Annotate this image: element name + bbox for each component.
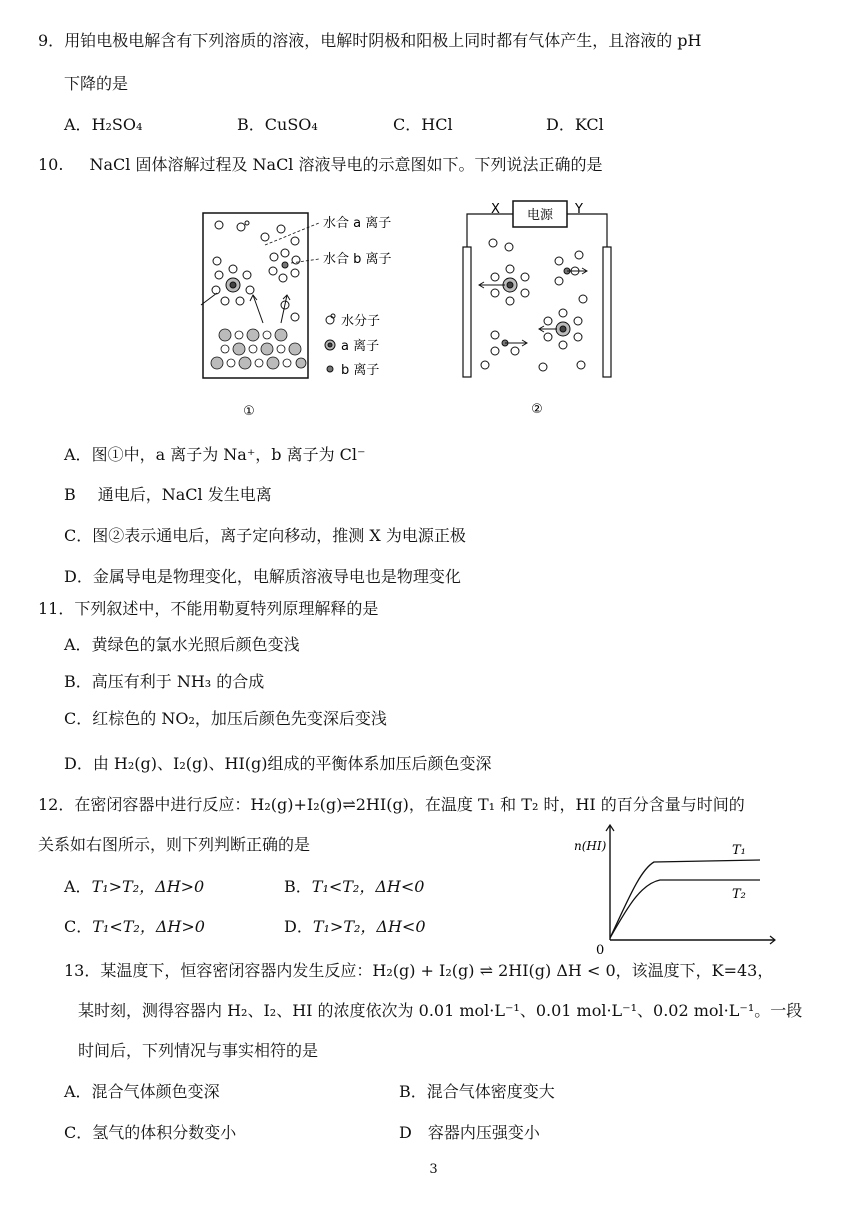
q9-option-b-text: CuSO₄ [264,115,318,134]
q11-option-b [64,671,264,693]
q13-stem-line3: 时间后，下列情况与事实相符的是 [78,1041,319,1060]
dissolution-arrows [201,293,290,323]
q13-option-a-label: A． [64,1082,92,1101]
q9-option-d [546,114,604,136]
page-number: 3 [429,1162,438,1177]
q10-stem-text: NaCl 固体溶解过程及 NaCl 溶液导电的示意图如下。下列说法正确的是 [89,155,603,174]
terminal-x-label: X [491,202,500,217]
power-source-label: 电源 [526,208,554,223]
q13-option-b-label: B． [399,1082,427,1101]
figure-1-caption: ① [243,404,255,419]
q11-option-d-text: 由 H₂(g)、I₂(g)、HI(g)组成的平衡体系加压后颜色变深 [92,754,492,773]
q13-option-d [399,1122,540,1144]
q10-option-c-text: 图②表示通电后，离子定向移动，推测 X 为电源正极 [92,526,466,545]
q12-option-b-text: T₁<T₂，ΔH<0 [311,877,425,896]
legend-symbols [325,314,335,372]
q9-option-d-text: KCl [574,115,604,134]
q10-option-d-label: D． [64,567,93,586]
q12-number: 12． [38,795,75,814]
q12-option-b [284,876,424,898]
q12-option-d-label: D． [284,917,313,936]
electrode-right [603,247,611,377]
q13-option-c-label: C． [64,1123,93,1142]
q9-option-c [393,114,453,136]
q13-option-a [64,1081,220,1103]
q9-option-c-text: HCl [421,115,453,134]
figure-2-caption: ② [531,402,543,417]
q12-stem-text-1: 在密闭容器中进行反应：H₂(g)+I₂(g)⇌2HI(g)，在温度 T₁ 和 T₂ 时，HI 的百分含量与时间的 [74,795,745,814]
q10-figure-2 [455,195,625,423]
q12-option-a-label: A． [64,877,92,896]
migration-arrows [479,268,587,346]
q9-option-b-label: B． [237,115,265,134]
crystal-lattice [211,329,306,369]
hydrated-b-ion [269,249,300,282]
q11-option-a-text: 黄绿色的氯水光照后颜色变浅 [91,635,300,654]
q9-option-a-text: H₂SO₄ [91,115,143,134]
legend-water-label: 水分子 [341,314,381,329]
q10-option-a [64,444,365,466]
q10-option-a-label: A． [64,445,92,464]
q10-option-a-text: 图①中，a 离子为 Na⁺，b 离子为 Cl⁻ [91,445,366,464]
q10-option-c [64,525,466,547]
solution-ions [481,239,587,371]
electrode-left [463,247,471,377]
q12-option-a [64,876,204,898]
q12-stem-line2: 关系如右图所示，则下列判断正确的是 [38,835,311,854]
q13-option-a-text: 混合气体颜色变深 [91,1082,220,1101]
wire-right [567,214,607,247]
q10-option-b-text: 通电后，NaCl 发生电离 [97,485,272,504]
q10-figure-1 [195,205,435,425]
q11-number: 11． [38,599,75,618]
q9-option-a-label: A． [64,115,92,134]
q13-option-d-text: 容器内压强变小 [427,1123,540,1142]
q11-stem [38,598,378,620]
q10-option-c-label: C． [64,526,93,545]
q13-option-c-text: 氢气的体积分数变小 [92,1123,237,1142]
q13-option-c [64,1122,236,1144]
q12-option-c-text: T₁<T₂，ΔH>0 [92,917,205,936]
graph-y-label: n(HI) [574,839,607,853]
q13-option-b [399,1081,555,1103]
q11-option-a [64,634,300,656]
q10-option-b-label: B [64,485,76,504]
graph-origin-label: 0 [596,943,605,958]
q11-stem-text: 下列叙述中，不能用勒夏特列原理解释的是 [74,599,379,618]
q11-option-b-label: B． [64,672,92,691]
curve-t2-label: T₂ [732,887,746,902]
q12-option-c-label: C． [64,917,93,936]
q11-option-c [64,708,387,730]
q12-graph [570,820,780,960]
q13-number: 13． [64,961,101,980]
q13-stem-line2: 某时刻，测得容器内 H₂、I₂、HI 的浓度依次为 0.01 mol·L⁻¹、0.01 mol·L⁻¹、0.02 mol·L⁻¹。一段 [78,1001,803,1020]
legend-a-ion-label: a 离子 [341,339,380,354]
q11-option-c-text: 红棕色的 NO₂，加压后颜色先变深后变浅 [92,709,387,728]
q12-option-d-text: T₁>T₂，ΔH<0 [312,917,426,936]
q9-option-b [237,114,318,136]
q10-option-d-text: 金属导电是物理变化，电解质溶液导电也是物理变化 [92,567,461,586]
q12-option-c [64,916,205,938]
q11-option-b-text: 高压有利于 NH₃ 的合成 [91,672,265,691]
q10-stem [38,154,603,176]
q11-option-d [64,753,492,775]
q11-option-d-label: D． [64,754,93,773]
curve-t1-label: T₁ [732,843,746,858]
legend-hydrated-a-label: 水合 a 离子 [323,216,392,231]
q9-option-c-label: C． [393,115,422,134]
q13-option-d-label: D [399,1123,412,1142]
q12-option-b-label: B． [284,877,312,896]
q10-option-b [64,484,272,506]
q10-option-d [64,566,461,588]
q12-option-d [284,916,426,938]
q9-stem-line2: 下降的是 [64,74,129,93]
q12-stem-line1 [38,794,745,816]
hydrated-a-ion [212,265,254,305]
legend-b-ion-label: b 离子 [341,363,380,378]
q9-option-d-label: D． [546,115,575,134]
q13-stem-text-1: 某温度下，恒容密闭容器内发生反应：H₂(g) + I₂(g) ⇌ 2HI(g) ΔH < 0，该温度下，K=43， [100,961,774,980]
wire-left [467,214,513,247]
q11-option-c-label: C． [64,709,93,728]
q13-option-b-text: 混合气体密度变大 [426,1082,555,1101]
q11-option-a-label: A． [64,635,92,654]
q9-option-a [64,114,142,136]
legend-hydrated-b-label: 水合 b 离子 [323,252,392,267]
q10-number: 10. [38,155,64,174]
terminal-y-label: Y [575,202,583,217]
q9-number: 9． [38,31,65,50]
q9-stem-text-1: 用铂电极电解含有下列溶质的溶液，电解时阴极和阳极上同时都有气体产生，且溶液的 pH [64,31,702,50]
q12-option-a-text: T₁>T₂，ΔH>0 [91,877,205,896]
q9-stem-line1 [38,30,701,52]
q13-stem-line1 [64,960,773,982]
